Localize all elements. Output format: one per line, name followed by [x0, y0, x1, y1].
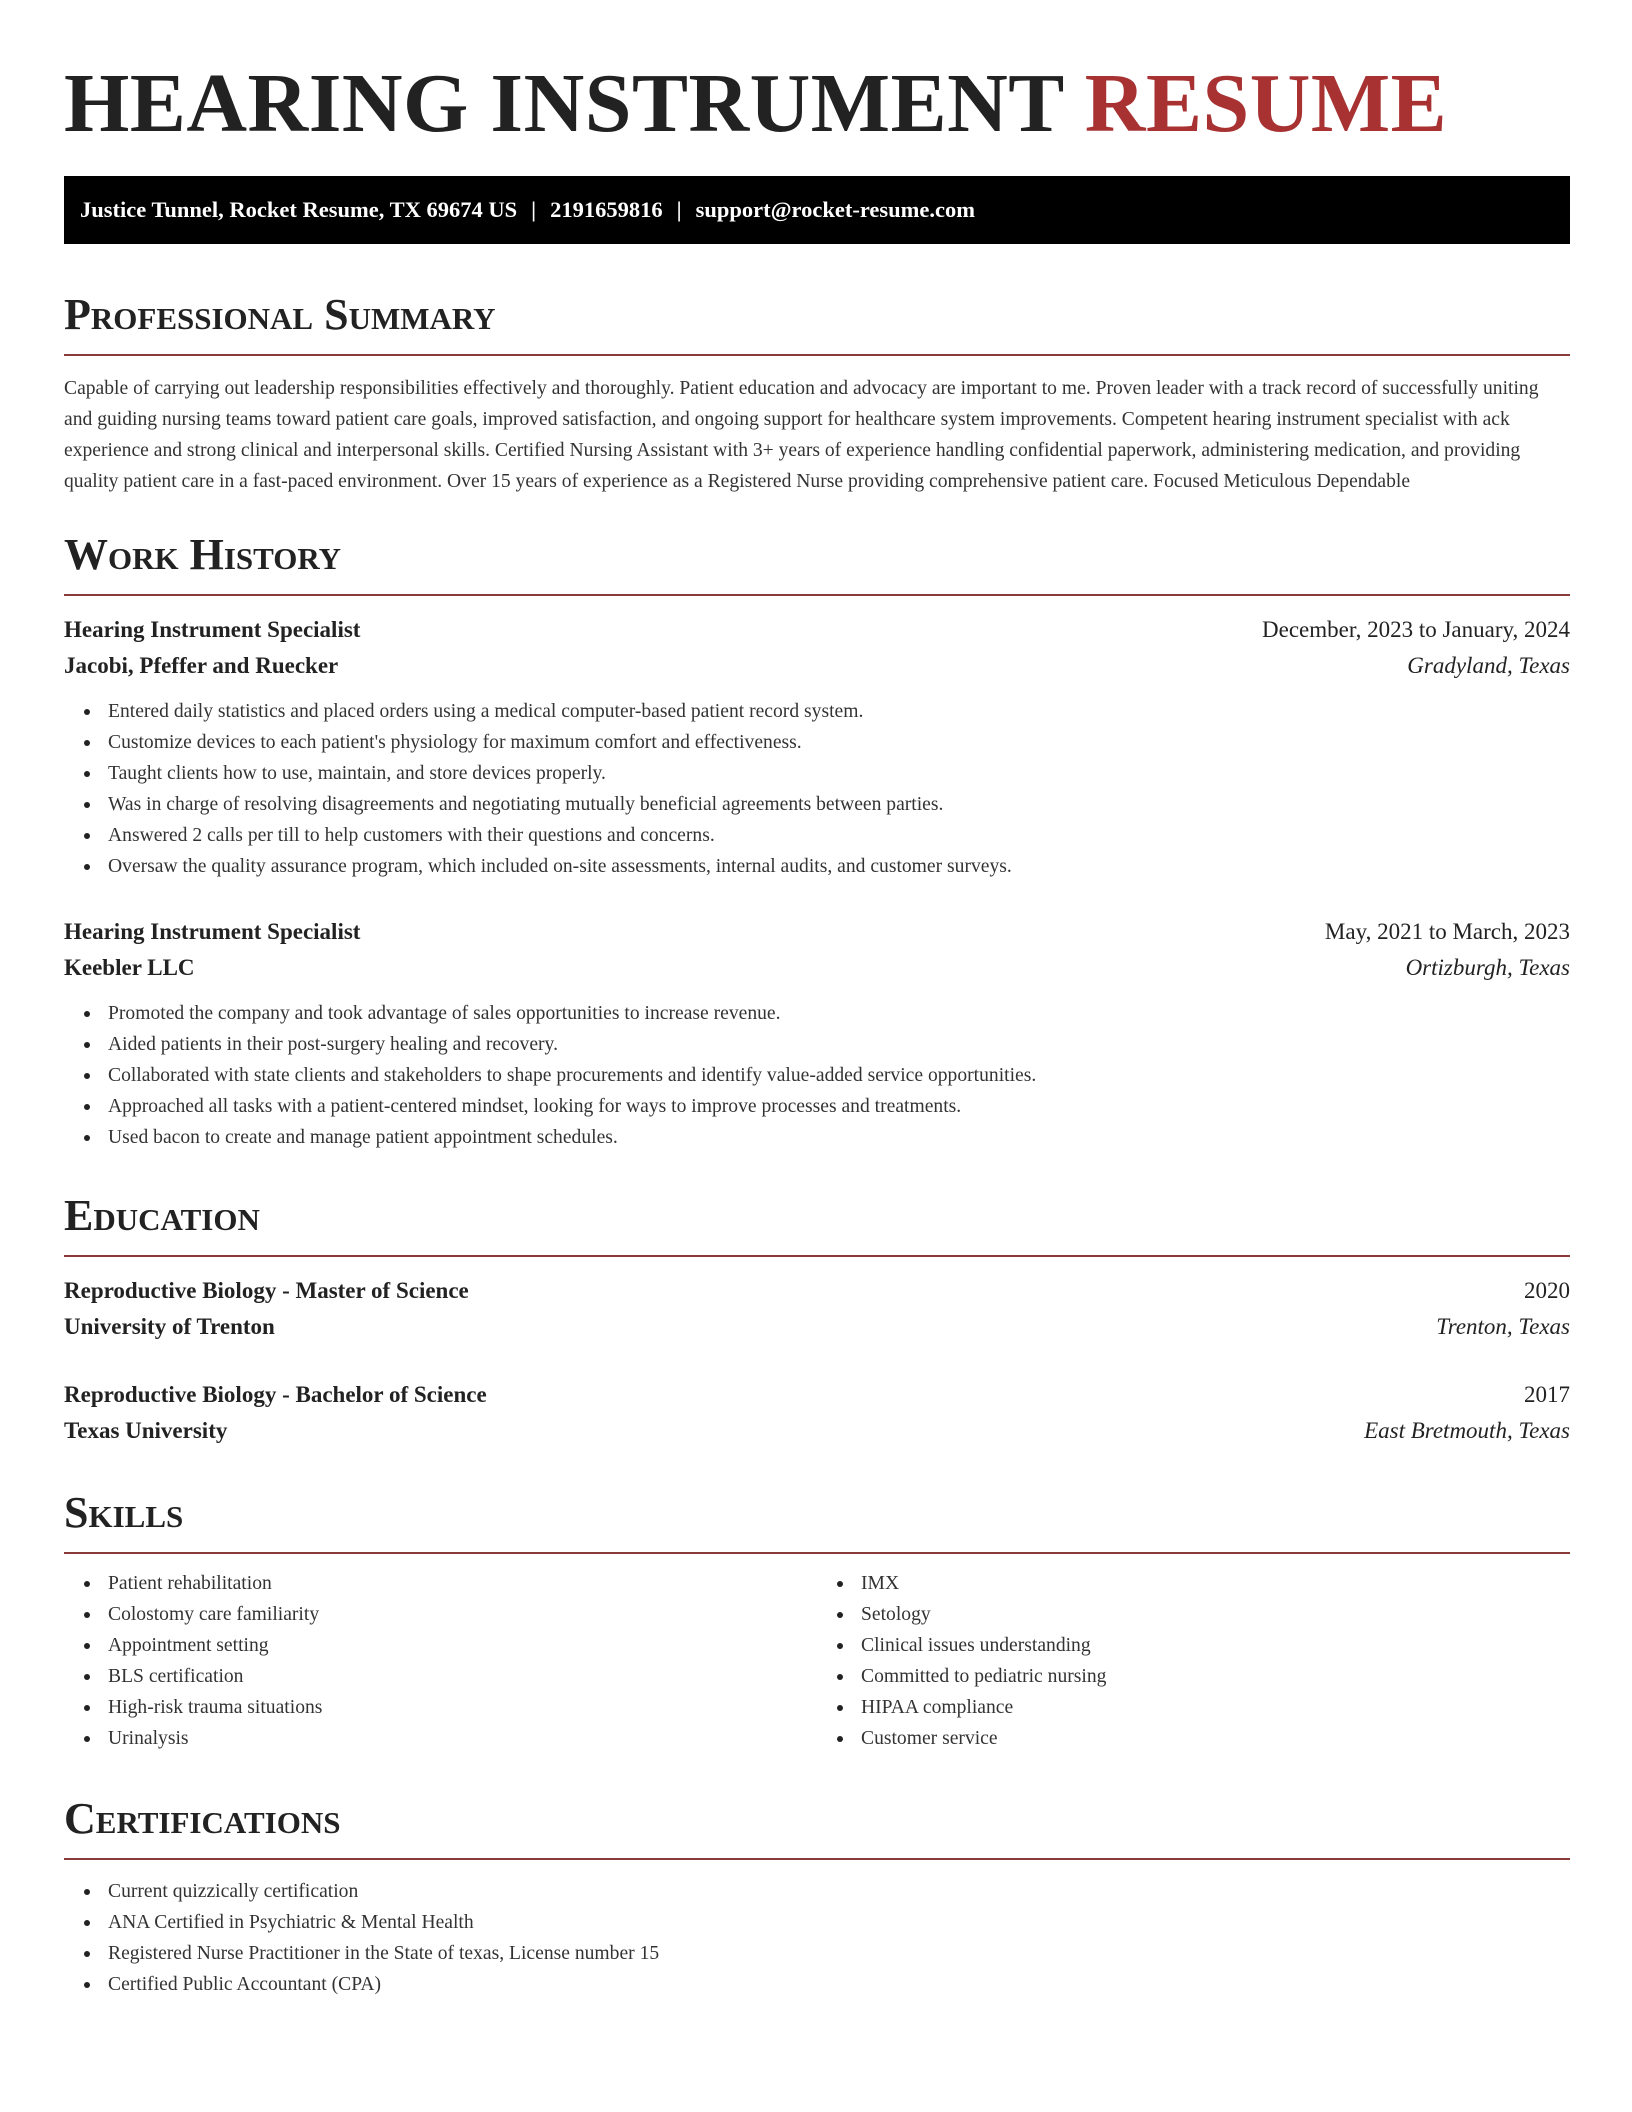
skills-list-right: [817, 1568, 1570, 1754]
job-duty: Customize devices to each patient's physiology for maximum comfort and effectiveness.: [108, 727, 1570, 758]
certification-item: Registered Nurse Practitioner in the State of texas, License number 15: [108, 1938, 1570, 1969]
summary-section: [64, 290, 1570, 497]
certification-item: Current quizzically certification: [108, 1876, 1570, 1907]
job-location: Ortizburgh, Texas: [1405, 955, 1570, 980]
job-company: Jacobi, Pfeffer and Ruecker: [64, 653, 339, 678]
job-duty: Oversaw the quality assurance program, which included on-site assessments, internal audits, and customer surveys.: [108, 851, 1570, 882]
education-section: [64, 1191, 1570, 1449]
job-dates: May, 2021 to March, 2023: [1324, 919, 1570, 944]
title-accent: RESUME: [1084, 57, 1448, 150]
job-duties: [64, 696, 1570, 882]
summary-text: Capable of carrying out leadership responsibilities effectively and thoroughly. Patient education and advocacy are important to me. Proven leader with a track record of successfully uniting and guiding nursing teams toward patient care goals, improved satisfaction, and ongoing support for healthcare system improvements. Competent hearing instrument specialist with ack experience and strong clinical and interpersonal skills. Certified Nursing Assistant with 3+ years of experience handling confidential paperwork, administering medication, and providing quality patient care in a fast-paced environment. Over 15 years of experience as a Registered Nurse providing comprehensive patient care. Focused Meticulous Dependable: [64, 378, 1539, 492]
education-year: 2017: [1524, 1382, 1570, 1407]
skill-item: Appointment setting: [108, 1630, 817, 1661]
job-duty: Collaborated with state clients and stakeholders to shape procurements and identify value-added service opportunities.: [108, 1060, 1570, 1091]
education-header: [64, 1377, 1570, 1413]
contact-separator: |: [676, 197, 682, 222]
contact-address: Justice Tunnel, Rocket Resume, TX 69674 US: [80, 197, 518, 222]
job-duty: Entered daily statistics and placed orders using a medical computer-based patient record system.: [108, 696, 1570, 727]
job-duty: Was in charge of resolving disagreements and negotiating mutually beneficial agreements between parties.: [108, 789, 1570, 820]
resume-title: [64, 58, 1570, 150]
title-main: HEARING INSTRUMENT: [64, 57, 1064, 150]
contact-email: support@rocket-resume.com: [695, 197, 975, 222]
skill-item: IMX: [861, 1568, 1570, 1599]
job-duty: Used bacon to create and manage patient appointment schedules.: [108, 1122, 1570, 1153]
job-header: [64, 612, 1570, 648]
certification-item: ANA Certified in Psychiatric & Mental Health: [108, 1907, 1570, 1938]
certifications-heading: Certifications: [64, 1794, 1570, 1860]
job-title: Hearing Instrument Specialist: [64, 919, 361, 944]
job-header: [64, 914, 1570, 950]
work-history-section: [64, 530, 1570, 1153]
contact-phone: 2191659816: [550, 197, 663, 222]
skills-columns: [64, 1554, 1570, 1754]
job-entry: [64, 914, 1570, 1153]
skill-item: Setology: [861, 1599, 1570, 1630]
skills-list-left: [64, 1568, 817, 1754]
job-duty: Aided patients in their post-surgery healing and recovery.: [108, 1029, 1570, 1060]
education-school: Texas University: [64, 1418, 228, 1443]
education-school: University of Trenton: [64, 1314, 275, 1339]
education-entry: [64, 1377, 1570, 1449]
job-location: Gradyland, Texas: [1407, 653, 1570, 678]
job-duty: Answered 2 calls per till to help customers with their questions and concerns.: [108, 820, 1570, 851]
education-header: [64, 1273, 1570, 1309]
education-subheader: [64, 1309, 1570, 1345]
skill-item: HIPAA compliance: [861, 1692, 1570, 1723]
skill-item: Customer service: [861, 1723, 1570, 1754]
certifications-section: [64, 1794, 1570, 2000]
work-history-heading: Work History: [64, 530, 1570, 596]
job-subheader: [64, 950, 1570, 986]
skill-item: Colostomy care familiarity: [108, 1599, 817, 1630]
job-entry: [64, 612, 1570, 882]
job-subheader: [64, 648, 1570, 684]
job-duty: Taught clients how to use, maintain, and store devices properly.: [108, 758, 1570, 789]
education-degree: Reproductive Biology - Master of Science: [64, 1278, 469, 1303]
skill-item: High-risk trauma situations: [108, 1692, 817, 1723]
education-location: East Bretmouth, Texas: [1364, 1418, 1570, 1443]
certifications-list: [64, 1876, 1570, 2000]
education-year: 2020: [1524, 1278, 1570, 1303]
skill-item: Committed to pediatric nursing: [861, 1661, 1570, 1692]
education-entry: [64, 1273, 1570, 1345]
job-duties: [64, 998, 1570, 1153]
skill-item: Clinical issues understanding: [861, 1630, 1570, 1661]
education-subheader: [64, 1413, 1570, 1449]
education-degree: Reproductive Biology - Bachelor of Science: [64, 1382, 487, 1407]
skills-section: [64, 1488, 1570, 1754]
education-location: Trenton, Texas: [1436, 1314, 1570, 1339]
job-dates: December, 2023 to January, 2024: [1262, 617, 1570, 642]
job-company: Keebler LLC: [64, 955, 195, 980]
skills-heading: Skills: [64, 1488, 1570, 1554]
certification-item: Certified Public Accountant (CPA): [108, 1969, 1570, 2000]
contact-separator: |: [531, 197, 537, 222]
education-heading: Education: [64, 1191, 1570, 1257]
job-title: Hearing Instrument Specialist: [64, 617, 361, 642]
skill-item: BLS certification: [108, 1661, 817, 1692]
summary-heading: Professional Summary: [64, 290, 1570, 356]
job-duty: Promoted the company and took advantage of sales opportunities to increase revenue.: [108, 998, 1570, 1029]
contact-bar: [64, 176, 1570, 244]
job-duty: Approached all tasks with a patient-centered mindset, looking for ways to improve processes and treatments.: [108, 1091, 1570, 1122]
resume-page: [64, 0, 1570, 2000]
skill-item: Patient rehabilitation: [108, 1568, 817, 1599]
skill-item: Urinalysis: [108, 1723, 817, 1754]
